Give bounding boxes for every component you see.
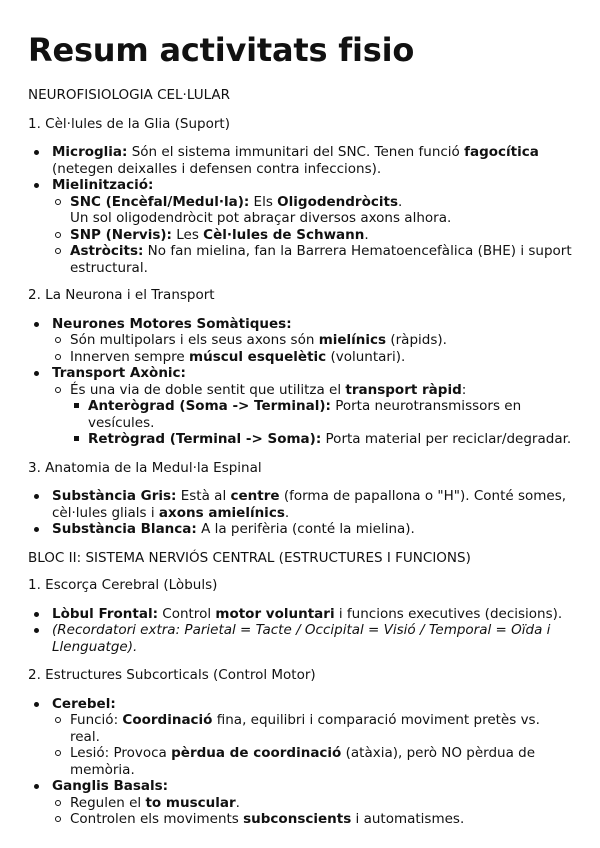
term-snc: SNC (Encèfal/Medul·la): [70, 193, 250, 210]
list-item-cerebel [28, 696, 572, 779]
text-snc: Els [249, 193, 278, 210]
section-label-neurofisiologia: NEUROFISIOLOGIA CEL·LULAR [28, 87, 231, 103]
kw-centre: centre [230, 488, 280, 504]
text-retrograd: Porta material per reciclar/degradar. [321, 431, 572, 447]
text-doble-sentit-end: : [461, 381, 467, 398]
list-medulla [28, 488, 572, 538]
text-funcio: Funció: [70, 712, 123, 728]
text-innerven: Innerven sempre [70, 348, 190, 365]
kw-axons-amielinics: axons amielínics [158, 504, 285, 521]
list-item-recordatori [28, 622, 572, 655]
text-gris-line2: cèl·lules glials i [52, 504, 159, 521]
kw-perdua-coordinacio: pèrdua de coordinació [171, 745, 342, 761]
kw-to-muscular: to muscular [145, 794, 236, 811]
term-snp: SNP (Nervis): [70, 226, 172, 243]
term-neurones-motores: Neurones Motores Somàtiques: [52, 315, 292, 332]
text-controlen: Controlen els moviments [70, 811, 244, 827]
text-frontal: Control [157, 605, 216, 622]
list-item-snp [52, 227, 572, 244]
text-snp: Les [171, 226, 204, 243]
text-multipolars: Són multipolars i els seus axons són [70, 332, 319, 348]
page-title: Resum activitats fisio [28, 31, 415, 69]
list-glia [28, 144, 572, 276]
text-snp-end: . [364, 226, 369, 243]
term-ganglis-basals: Ganglis Basals: [52, 778, 169, 794]
term-retrograd: Retrògrad (Terminal -> Soma): [88, 431, 322, 447]
text-multipolars-end: (ràpids). [386, 332, 447, 348]
heading-glia: 1. Cèl·lules de la Glia (Suport) [28, 115, 230, 132]
list-item-substancia-gris [28, 488, 572, 521]
text-anterograd: Porta neurotransmissors en vesícules. [88, 398, 522, 431]
list-item-lobul-frontal [28, 606, 572, 623]
section-label-bloc2: BLOC II: SISTEMA NERVIÓS CENTRAL (ESTRUCTURES I FUNCIONS) [28, 549, 471, 566]
text-astrocits: No fan mielina, fan la Barrera Hematoencefàlica (BHE) i suport [143, 243, 572, 259]
sublist-ganglis [52, 795, 572, 828]
kw-subconscients: subconscients [243, 811, 352, 827]
list-item-transport-axonic [28, 365, 572, 448]
list-subcorticals [28, 696, 572, 828]
text-gris-2: (forma de papallona o "H"). Conté somes, [279, 488, 567, 504]
list-item-microglia [28, 144, 572, 177]
term-mielinitzacio: Mielinització: [52, 177, 154, 193]
list-item-astrocits [52, 243, 572, 276]
term-substancia-blanca: Substància Blanca: [52, 521, 197, 537]
text-funcio-end: fina, equilibri i comparació moviment pretès vs. real. [70, 712, 540, 745]
text-lesio-line2: memòria. [70, 761, 135, 778]
text-lesio: Lesió: Provoca [70, 745, 172, 761]
list-item-mielinitzacio [28, 177, 572, 276]
text-astrocits-line2: estructural. [70, 259, 148, 276]
text-snc-end: . [398, 193, 403, 210]
kw-schwann: Cèl·lules de Schwann [203, 226, 365, 243]
text-microglia-line2: (netegen deixalles i defensen contra infeccions). [52, 160, 382, 177]
term-substancia-gris: Substància Gris: [52, 488, 177, 504]
heading-escorca: 1. Escorça Cerebral (Lòbuls) [28, 577, 218, 593]
kw-oligodendrocits: Oligodendròcits [277, 193, 398, 210]
text-frontal-end: i funcions executives (decisions). [334, 605, 563, 622]
term-astrocits: Astròcits: [70, 243, 144, 259]
heading-neurona: 2. La Neurona i el Transport [28, 287, 215, 303]
text-regulen: Regulen el [70, 794, 146, 811]
text-blanca: A la perifèria (conté la mielina). [196, 521, 415, 537]
text-regulen-end: . [235, 794, 240, 811]
list-item-anterograd [70, 398, 572, 431]
kw-motor-voluntari: motor voluntari [215, 605, 335, 622]
sublist-transport [52, 382, 572, 448]
list-item-doble-sentit [52, 382, 572, 448]
list-item-retrograd [70, 431, 572, 448]
kw-fagocitica: fagocítica [464, 144, 539, 160]
sublist-cerebel [52, 712, 572, 778]
text-recordatori-line2: Llenguatge). [52, 638, 138, 655]
heading-subcorticals: 2. Estructures Subcorticals (Control Motor) [28, 667, 316, 683]
list-item-regulen [52, 795, 572, 812]
sublist-mielinitzacio [52, 194, 572, 277]
kw-muscul-esqueletic: múscul esquelètic [189, 348, 327, 365]
text-lesio-2: (atàxia), però NO pèrdua de [341, 745, 536, 761]
text-doble-sentit: És una via de doble sentit que utilitza el [70, 381, 346, 398]
kw-transport-rapid: transport ràpid [345, 381, 462, 398]
list-escorca [28, 606, 572, 656]
list-item-lesio [52, 745, 572, 778]
text-snc-line2: Un sol oligodendròcit pot abraçar diversos axons alhora. [70, 210, 452, 226]
list-item-snc [52, 194, 572, 227]
text-gris: Està al [176, 488, 231, 504]
list-item-funcio [52, 712, 572, 745]
text-gris-end: . [284, 504, 290, 521]
sublist-direccions [70, 398, 572, 448]
heading-medulla: 3. Anatomia de la Medul·la Espinal [28, 459, 262, 476]
list-item-substancia-blanca [28, 521, 572, 538]
term-lobul-frontal: Lòbul Frontal: [52, 605, 158, 622]
list-item-multipolars [52, 332, 572, 349]
list-item-controlen [52, 811, 572, 828]
kw-mielinics: mielínics [318, 332, 387, 348]
text-controlen-end: i automatismes. [351, 811, 465, 827]
list-item-ganglis-basals [28, 778, 572, 828]
text-microglia: Són el sistema immunitari del SNC. Tenen funció [127, 144, 465, 160]
list-neurona [28, 316, 572, 448]
sublist-neurones-motores [52, 332, 572, 365]
kw-coordinacio: Coordinació [122, 712, 213, 728]
term-cerebel: Cerebel: [52, 695, 116, 712]
list-item-innerven [52, 349, 572, 366]
term-transport-axonic: Transport Axònic: [52, 365, 186, 381]
text-recordatori: (Recordatori extra: Parietal = Tacte / Occipital = Visió / Temporal = Oïda i [52, 622, 551, 638]
term-anterograd: Anterògrad (Soma -> Terminal): [88, 398, 331, 414]
text-innerven-end: (voluntari). [326, 348, 406, 365]
term-microglia: Microglia: [52, 144, 128, 160]
list-item-neurones-motores [28, 316, 572, 366]
